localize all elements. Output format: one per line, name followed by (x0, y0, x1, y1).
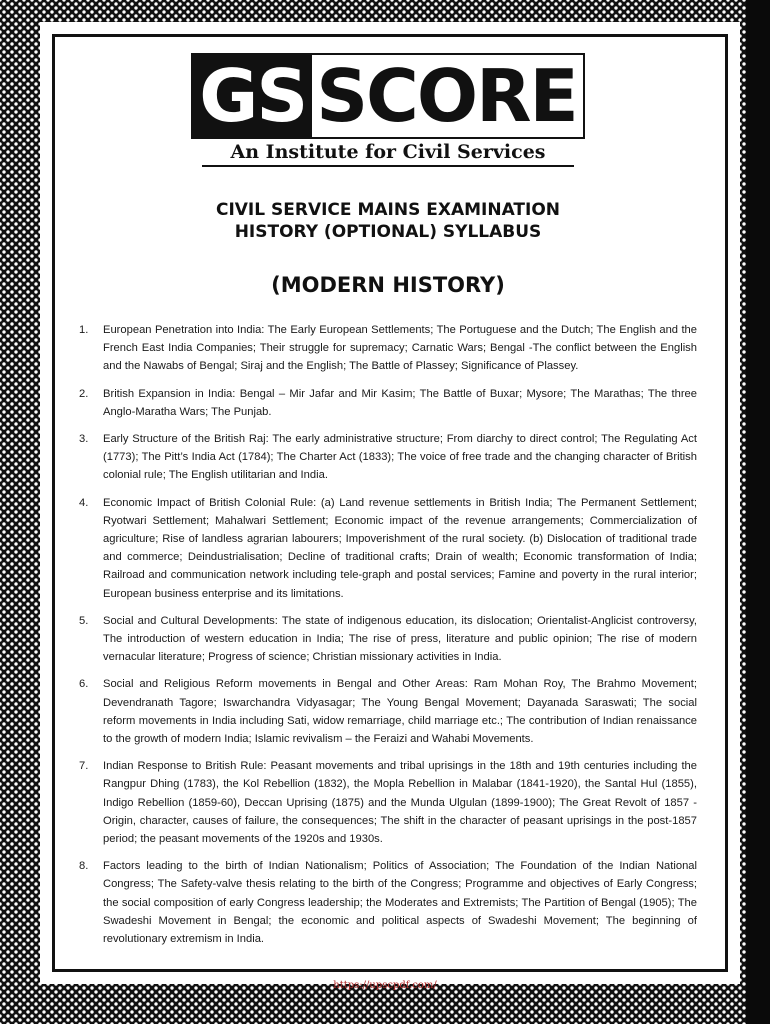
item-text: Social and Cultural Developments: The state of indigenous education, its dislocation; Orientalist-Anglicist controversy, The introduction of western education in India; The rise of press, literature and public opinion; The rise of modern vernacular literature; Progress of science; Christian missionary activities in India. (103, 614, 697, 664)
footer-url-link[interactable]: https://upscpdf.com/ (333, 980, 437, 991)
exam-heading-line2: HISTORY (OPTIONAL) SYLLABUS (234, 222, 542, 242)
item-number: 1. (79, 324, 89, 336)
list-item (79, 494, 697, 603)
item-text: Early Structure of the British Raj: The early administrative structure; From diarchy to direct control; The Regulating Act (1773); The Pitt’s India Act (1784); The Charter Act (1833); The voice of free trade and the changing character of British colonial rule; The English utilitarian and India. (103, 433, 697, 482)
item-number: 5. (79, 614, 89, 627)
syllabus-list (79, 321, 697, 948)
right-edge-strip (746, 0, 770, 1024)
logo-wordmark (191, 53, 584, 139)
item-number: 3. (79, 433, 89, 446)
list-item (79, 430, 697, 485)
item-text: Factors leading to the birth of Indian Nationalism; Politics of Association; The Foundation of the Indian National Congress; The Safety-valve thesis relating to the birth of the Congress; Programme and objectives of Early Congress; the social composition of early Congress leadership; the Moderates and Extremists; The Partition of Bengal (1905); The Swadeshi Movement in Bengal; the economic and political aspects of Swadeshi Movement; The beginning of revolutionary extremism in India. (103, 860, 697, 946)
document-border (52, 34, 728, 972)
item-text: British Expansion in India: Bengal – Mir Jafar and Mir Kasim; The Battle of Buxar; Mysore; The Marathas; The three Anglo-Maratha Wars; The Punjab. (103, 387, 697, 418)
list-item (79, 675, 697, 748)
item-text: European Penetration into India: The Early European Settlements; The Portuguese and the Dutch; The English and the French East India Companies; Their struggle for supremacy; Carnatic Wars; Bengal -The conflict between the English and the Nawabs of Bengal; Siraj and the English; The Battle of Plassey; Significance of Plassey. (103, 324, 697, 373)
list-item (79, 321, 697, 376)
list-item (79, 385, 697, 421)
item-number: 7. (79, 760, 89, 773)
logo-tagline: An Institute for Civil Services (202, 141, 574, 167)
logo-gs: GS (193, 55, 312, 137)
item-number: 8. (79, 860, 89, 873)
section-title: (MODERN HISTORY) (271, 273, 505, 297)
list-item (79, 857, 697, 948)
list-item (79, 757, 697, 848)
exam-heading-line1: CIVIL SERVICE MAINS EXAMINATION (215, 200, 561, 220)
item-text: Indian Response to British Rule: Peasant movements and tribal uprisings in the 18th and 19th centuries including the Rangpur Dhing (1783), the Kol Rebellion (1832), the Mopla Rebellion in Malabar (1841-1920), the Santal Hul (1855), Indigo Rebellion (1859-60), Deccan Uprising (1875) and the Munda Ulgulan (1899-1900); The Great Revolt of 1857 - Origin, character, causes of failure, the consequences; The shift in the character of peasant uprisings in the post-1857 period; the peasant movements of the 1920s and 1930s. (103, 760, 697, 846)
item-text: Social and Religious Reform movements in Bengal and Other Areas: Ram Mohan Roy, The Brahmo Movement; Devendranath Tagore; Iswarchandra Vidyasagar; The Young Bengal Movement; Dayanada Saraswati; The social reform movements in India including Sati, widow remarriage, child marriage etc.; The contribution of Indian renaissance to the growth of modern India; Islamic revivalism – the Feraizi and Wahabi Movements. (103, 678, 697, 746)
list-item (79, 612, 697, 667)
item-number: 4. (79, 496, 89, 509)
item-number: 6. (79, 678, 89, 691)
document-panel (40, 22, 740, 984)
item-text: Economic Impact of British Colonial Rule: (a) Land revenue settlements in British India; The Permanent Settlement; Ryotwari Settlement; Mahalwari Settlement; Economic impact of the revenue arrangements; Commercialization of agriculture; Rise of landless agrarian labourers; Impoverishment of the rural society. (b) Dislocation of traditional trade and commerce; Deindustrialisation; Decline of traditional crafts; Drain of wealth; Economic transformation of India; Railroad and communication network including tele-graph and postal services; Famine and poverty in the rural interior; European business enterprise and its limitations. (103, 496, 697, 600)
item-number: 2. (79, 387, 89, 400)
exam-heading (79, 199, 697, 243)
gsscore-logo (79, 53, 697, 167)
logo-score: SCORE (312, 55, 583, 137)
